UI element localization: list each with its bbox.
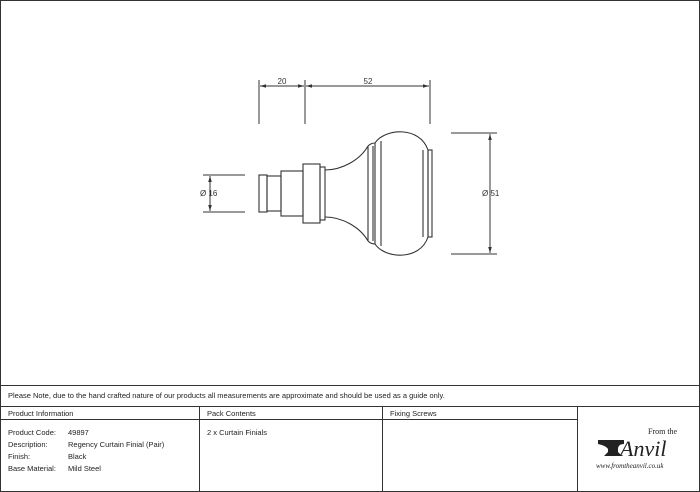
divider: [0, 419, 577, 420]
row-label: Description:: [8, 440, 48, 449]
pack-contents-heading: Pack Contents: [207, 409, 256, 418]
logo-url: www.fromtheanvil.co.uk: [596, 462, 664, 470]
fixing-screws-heading: Fixing Screws: [390, 409, 437, 418]
from-the-anvil-logo: [594, 424, 690, 474]
divider: [577, 406, 578, 492]
row-label: Base Material:: [8, 464, 56, 473]
dim-label-head-diameter: Ø 51: [482, 189, 500, 198]
row-label: Finish:: [8, 452, 31, 461]
divider: [0, 385, 700, 386]
row-label: Product Code:: [8, 428, 56, 437]
logo-brand: Anvil: [620, 436, 667, 461]
finial-outline: [259, 132, 432, 255]
product-code-row: [8, 428, 89, 437]
row-value: Regency Curtain Finial (Pair): [68, 440, 165, 449]
dim-label-spigot-diameter: Ø 16: [200, 189, 218, 198]
row-value: 49897: [68, 428, 89, 437]
divider: [199, 406, 200, 492]
disclaimer-note: Please Note, due to the hand crafted nature of our products all measurements are approximate and should be used as a guide only.: [8, 391, 445, 400]
dim-label-spigot: 20: [277, 77, 287, 86]
product-info-heading: Product Information: [8, 409, 74, 418]
row-value: Black: [68, 452, 87, 461]
logo-from-the: From the: [648, 427, 678, 436]
dim-label-head: 52: [363, 77, 373, 86]
pack-item: 2 x Curtain Finials: [207, 428, 268, 437]
row-value: Mild Steel: [68, 464, 101, 473]
base-material-row: [8, 464, 101, 473]
description-row: [8, 440, 164, 449]
divider: [0, 406, 700, 407]
finish-row: [8, 452, 86, 461]
divider: [382, 406, 383, 492]
